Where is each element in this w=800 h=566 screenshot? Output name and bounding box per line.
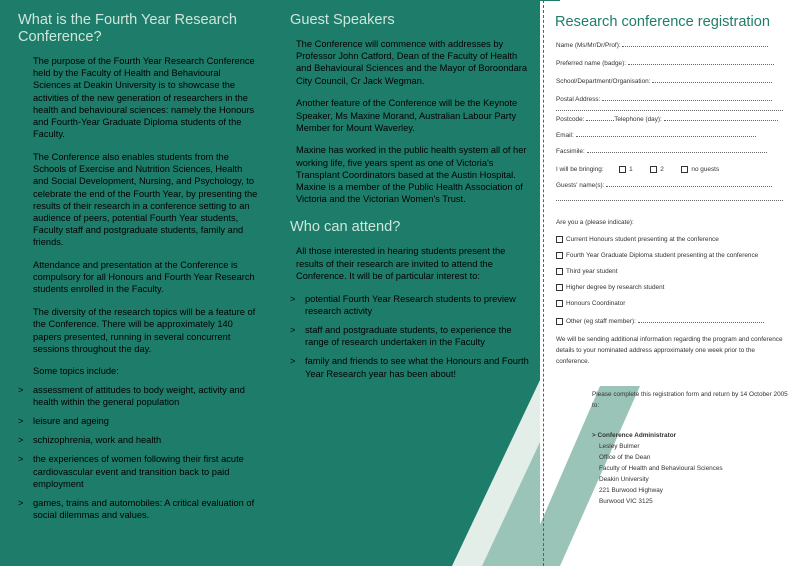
about-title: What is the Fourth Year Research Conference? xyxy=(18,12,238,45)
name-field[interactable]: Name (Ms/Mr/Dr/Prof): xyxy=(556,40,768,49)
checkbox-two-guests[interactable] xyxy=(650,166,657,173)
return-address xyxy=(592,430,723,507)
checkbox-icon xyxy=(556,300,563,307)
category-option[interactable]: Honours Coordinator xyxy=(556,300,625,307)
return-instructions: Please complete this registration form and return by 14 October 2005 to: xyxy=(592,391,788,409)
category-option[interactable]: Fourth Year Graduate Diploma student presenting at the conference xyxy=(556,252,758,259)
category-option[interactable]: Higher degree by research student xyxy=(556,284,664,291)
address-line: Faculty of Health and Behavioural Sciences xyxy=(599,465,723,472)
postcode-telephone-row[interactable]: Postcode: Telephone (day): xyxy=(556,114,778,123)
registration-title: Research conference registration xyxy=(555,14,770,30)
arrow-icon: > xyxy=(290,356,296,367)
checkbox-one-guest[interactable] xyxy=(619,166,626,173)
arrow-icon: > xyxy=(18,454,24,465)
guests-names-field[interactable]: Guests' name(s): xyxy=(556,180,772,189)
speakers-panel xyxy=(270,0,540,566)
speakers-paragraph: Another feature of the Conference will be the Keynote Speaker, Ms Maxine Morand, Australian Labour Party Member for Mount Waverley. xyxy=(296,98,518,133)
address-line: Office of the Dean xyxy=(599,454,651,461)
speakers-paragraph: The Conference will commence with addresses by Professor John Catford, Dean of the Faculty of Health and Behavioural Sciences and the Mayor of Boroondara City Council, Cr Jack Wegman. xyxy=(296,39,528,86)
topics-list xyxy=(18,384,260,522)
topic-item: > the experiences of women following their first acute cardiovascular event and transition back to paid employment xyxy=(18,454,244,489)
address-line: Lesley Bulmer xyxy=(599,443,640,450)
arrow-icon: > xyxy=(18,384,24,395)
arrow-icon: > xyxy=(290,324,296,335)
email-field[interactable]: Email: xyxy=(556,130,756,139)
address-line: Deakin University xyxy=(599,476,649,483)
topic-item: > schizophrenia, work and health xyxy=(18,435,162,446)
category-option[interactable]: Current Honours student presenting at the conference xyxy=(556,236,719,243)
about-paragraph: Attendance and presentation at the Conference is compulsory for all Honours and Fourth Year Research students enrolled in the Faculty. xyxy=(33,260,255,295)
topic-item: > assessment of attitudes to body weight, activity and health within the general population xyxy=(18,384,245,407)
address-heading: > Conference Administrator xyxy=(592,432,677,439)
checkbox-icon xyxy=(556,268,563,275)
checkbox-icon xyxy=(556,284,563,291)
address-line: 221 Burwood Highway xyxy=(599,487,663,494)
attend-item: > staff and postgraduate students, to experience the range of research undertaken in the Faculty xyxy=(290,324,512,348)
preferred-name-field[interactable]: Preferred name (badge): xyxy=(556,58,774,67)
about-panel xyxy=(0,0,270,566)
category-option[interactable]: Third year student xyxy=(556,268,618,275)
checkbox-icon xyxy=(556,236,563,243)
attend-intro: All those interested in hearing students present the results of their research are invited to attend the Conference. It will be of particular interest to: xyxy=(296,246,506,281)
address-line: Burwood VIC 3125 xyxy=(599,498,653,505)
about-body xyxy=(33,55,260,378)
topic-item: > games, trains and automobiles: A critical evaluation of social dilemmas and values. xyxy=(18,498,255,521)
speakers-body xyxy=(296,38,530,205)
about-paragraph: The purpose of the Fourth Year Research Conference held by the Faculty of Health and Behavioural Sciences at Deakin University is to showcase the activities of the new generation of researchers in the health and behavioural sciences: namely the Honours and Fourth-Year Graduate Diploma students of the Faculty. xyxy=(33,56,255,140)
guests-names-line2[interactable] xyxy=(556,194,783,203)
attend-title: Who can attend? xyxy=(290,219,401,236)
checkbox-no-guests[interactable] xyxy=(681,166,688,173)
arrow-icon: > xyxy=(290,293,296,304)
guests-count-row: I will be bringing: 1 2 no guests xyxy=(556,166,720,174)
attend-list xyxy=(290,293,530,380)
arrow-icon: > xyxy=(18,498,24,509)
arrow-icon: > xyxy=(18,435,24,446)
about-paragraph: The Conference also enables students from the Schools of Exercise and Nutrition Sciences, Health and Social Development, Nursing, and Psychology, to celebrate the end of the Fourth Year, by presenting the results of their research in a conference setting to an audience of peers, potential Fourth Year students, Faculty staff and postgraduate students, family and friends. xyxy=(33,151,258,248)
indicate-label: Are you a (please indicate): xyxy=(556,219,634,226)
info-note: We will be sending additional information regarding the program and conference details to your nominated address approximately one week prior to the conference. xyxy=(556,336,783,365)
attend-item: > potential Fourth Year Research students to preview research activity xyxy=(290,293,516,316)
school-field[interactable]: School/Department/Organisation: xyxy=(556,76,772,85)
attend-body xyxy=(296,245,530,282)
arrow-icon: > xyxy=(18,416,24,427)
speakers-title: Guest Speakers xyxy=(290,12,395,28)
cut-line xyxy=(543,0,544,566)
topic-item: > leisure and ageing xyxy=(18,416,109,427)
about-paragraph: The diversity of the research topics will be a feature of the Conference. There will be approximately 140 papers presented, running in several concurrent sessions throughout the day. xyxy=(33,307,256,354)
checkbox-icon xyxy=(556,252,563,259)
facsimile-field[interactable]: Facsimile: xyxy=(556,146,767,155)
category-other[interactable]: Other (eg staff member): xyxy=(556,316,764,325)
checkbox-icon xyxy=(556,318,563,325)
speakers-paragraph: Maxine has worked in the public health system all of her working life, five years spent as one of Victoria's Transplant Coordinators based at the Austin Hospital. Maxine is a member of the Public Health Association of Victoria and the Victorian Women's Trust. xyxy=(296,145,527,205)
topics-intro: Some topics include: xyxy=(33,366,119,377)
postal-address-field[interactable]: Postal Address: xyxy=(556,94,772,103)
postal-address-line2[interactable] xyxy=(556,104,783,113)
attend-item: > family and friends to see what the Honours and Fourth Year Research year has been about! xyxy=(290,356,529,379)
